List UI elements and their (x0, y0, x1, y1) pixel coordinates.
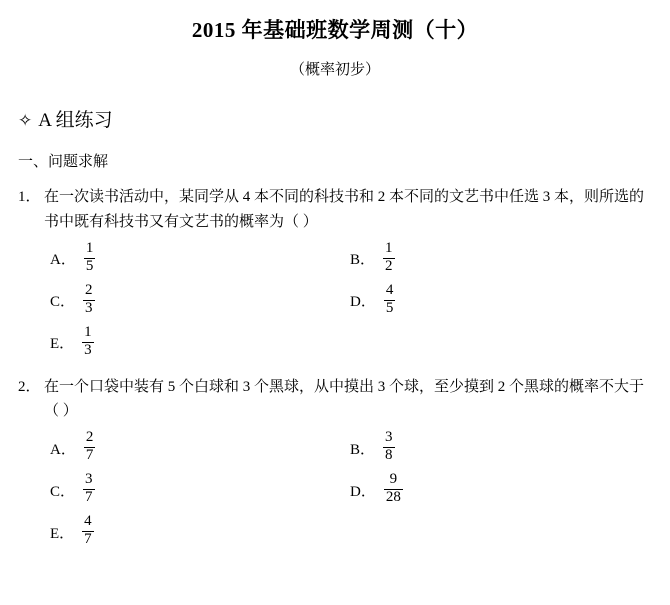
option-e[interactable] (50, 514, 350, 550)
question-number: 1． (18, 189, 41, 205)
section-heading (18, 105, 658, 132)
fraction (84, 241, 96, 275)
option-row (50, 241, 658, 277)
option-label: C． (50, 294, 76, 310)
fraction (83, 472, 95, 506)
option-list (50, 241, 658, 361)
option-d[interactable] (350, 472, 403, 508)
fraction (82, 325, 94, 359)
fraction (84, 430, 96, 464)
question-item (18, 375, 658, 425)
fraction-denominator: 8 (385, 447, 393, 463)
fraction-denominator: 7 (85, 447, 94, 463)
fraction-numerator: 1 (85, 239, 94, 256)
option-label: E． (50, 336, 75, 352)
option-label: E． (50, 525, 75, 542)
fraction (82, 514, 94, 548)
fraction-denominator: 5 (385, 299, 394, 316)
fraction-denominator: 3 (84, 341, 92, 358)
fraction-numerator: 1 (385, 239, 393, 256)
fraction-numerator: 9 (389, 471, 398, 488)
fraction-denominator: 2 (385, 257, 393, 274)
fraction-denominator: 28 (385, 489, 401, 505)
fraction-numerator: 2 (85, 429, 94, 446)
option-c[interactable] (50, 472, 350, 508)
option-label: A． (50, 252, 76, 268)
option-list (50, 430, 658, 550)
option-a[interactable] (50, 241, 350, 277)
question-number: 2． (18, 378, 41, 395)
option-c[interactable] (50, 283, 350, 319)
fraction (384, 283, 396, 317)
option-row (50, 514, 658, 550)
question-text: 在一个口袋中装有 5 个白球和 3 个黑球，从中摸出 3 个球，至少摸到 2 个黑球的概率不大于（ ） (44, 378, 645, 420)
option-label: D． (350, 483, 376, 500)
section-heading-label: A 组练习 (38, 110, 113, 131)
fraction-numerator: 3 (85, 471, 93, 488)
subsection-heading: 一、问题求解 (18, 154, 109, 170)
fraction-denominator: 7 (84, 531, 92, 547)
fraction-numerator: 1 (84, 323, 92, 340)
fraction (383, 241, 395, 275)
option-label: B． (350, 252, 376, 268)
fraction-numerator: 3 (385, 429, 393, 446)
option-label: B． (350, 441, 376, 458)
document-page (0, 14, 670, 605)
fraction (83, 283, 95, 317)
fraction-numerator: 2 (85, 281, 93, 298)
option-b[interactable] (350, 430, 395, 466)
option-label: C． (50, 483, 76, 500)
fraction-denominator: 7 (85, 489, 93, 505)
option-label: A． (50, 441, 76, 458)
question-item (18, 185, 658, 235)
page-subtitle: （概率初步） (289, 60, 380, 78)
option-b[interactable] (350, 241, 395, 277)
question-text: 在一次读书活动中，某同学从 4 本不同的科技书和 2 本不同的文艺书中任选 3 本，则所选的书中既有科技书又有文艺书的概率为（ ） (44, 189, 645, 230)
fraction-numerator: 4 (385, 281, 394, 298)
option-d[interactable] (350, 283, 395, 319)
fraction-denominator: 5 (85, 257, 94, 274)
option-row (50, 430, 658, 466)
fraction-denominator: 3 (85, 299, 93, 316)
diamond-icon: ✧ (18, 111, 33, 130)
fraction (384, 472, 403, 506)
option-label: D． (350, 294, 376, 310)
option-row (50, 283, 658, 319)
option-row (50, 472, 658, 508)
fraction (383, 430, 395, 464)
option-a[interactable] (50, 430, 350, 466)
fraction-numerator: 4 (84, 513, 92, 530)
option-row (50, 325, 658, 361)
page-title: 2015 年基础班数学周测（十） (191, 18, 479, 42)
option-e[interactable] (50, 325, 350, 361)
